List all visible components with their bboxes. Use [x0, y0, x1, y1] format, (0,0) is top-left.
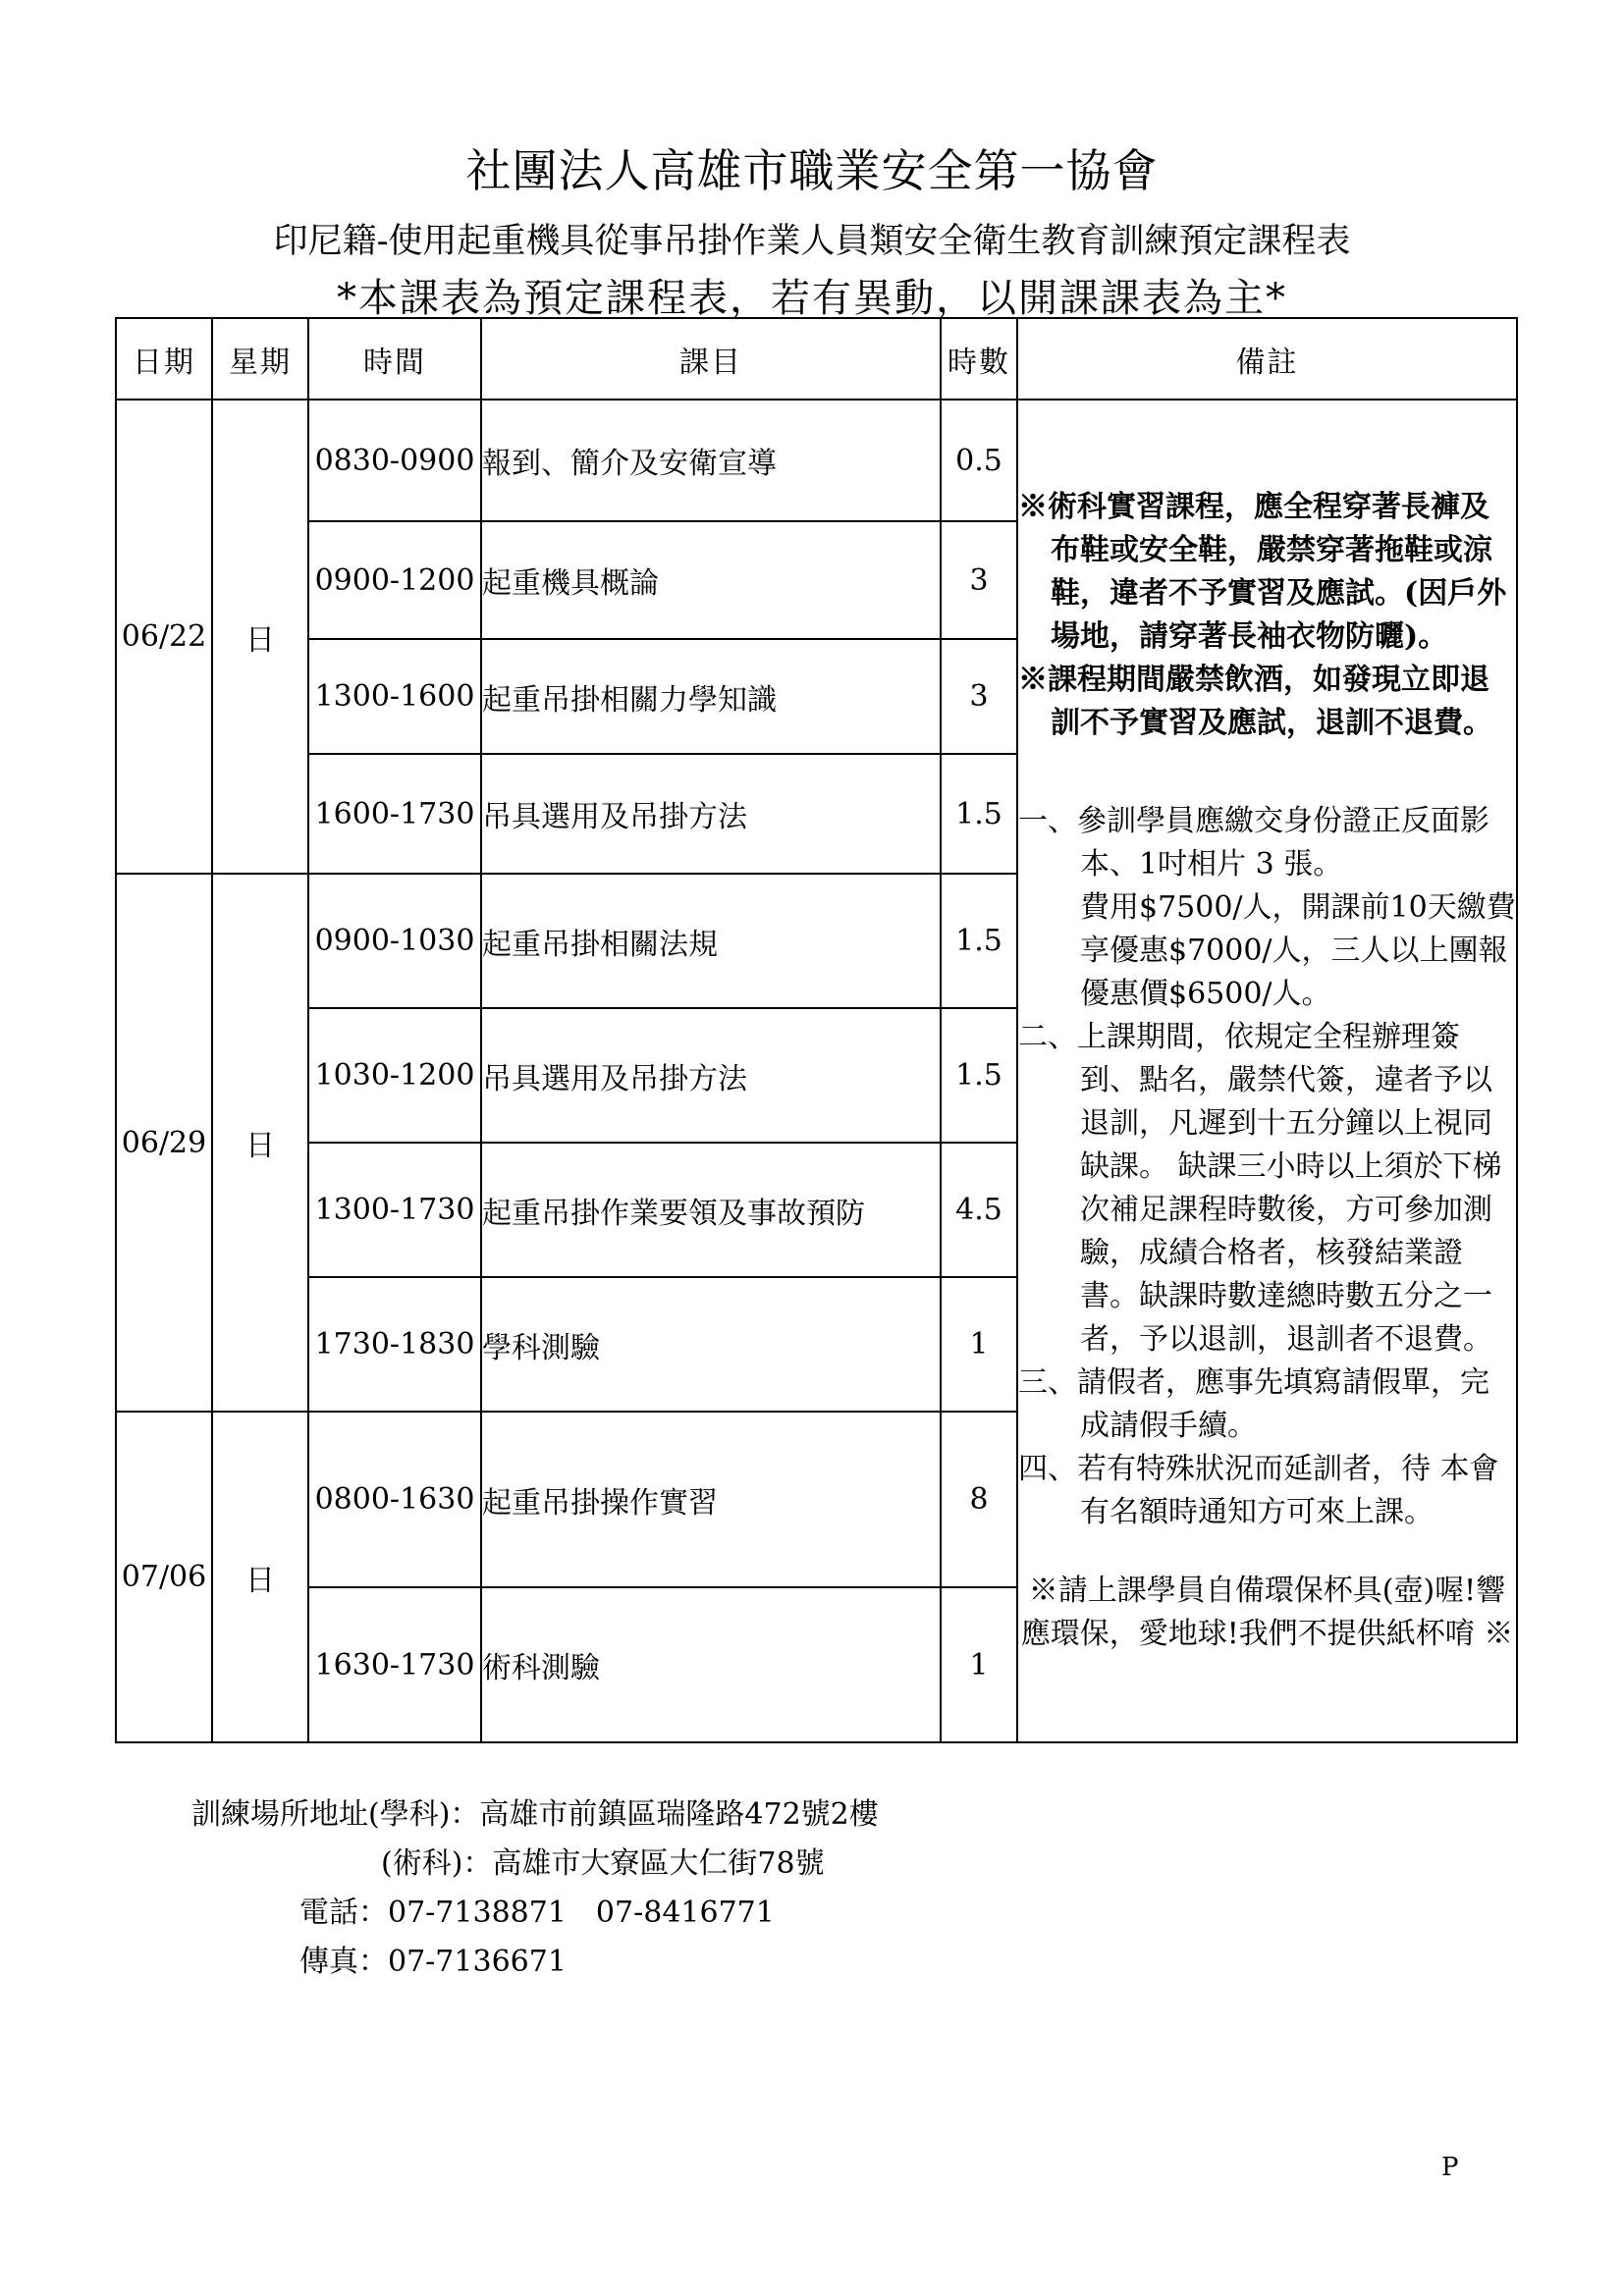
remark-item-2: 二、上課期間，依規定全程辦理簽到、點名，嚴禁代簽，違者予以退訓，凡遲到十五分鐘以上視同缺課。 缺課三小時以上須於下梯次補足課程時數後，方可參加測驗，成績合格者，核發結業證書。缺課時數達總時數五分之一者，予以退訓，退訓者不退費。: [1018, 1020, 1502, 1357]
course-cell: 術科測驗: [481, 1587, 941, 1742]
time-cell: 1730-1830: [308, 1277, 481, 1412]
time-cell: 0900-1200: [308, 521, 481, 639]
fax-number: 傳真：07-7136671: [299, 1945, 567, 1979]
time-cell: 1030-1200: [308, 1008, 481, 1143]
hours-cell: 3: [941, 639, 1017, 754]
remark-item-1: 一、參訓學員應繳交身份證正反面影本、1吋相片 3 張。: [1018, 804, 1489, 881]
remark-item-4: 四、若有特殊狀況而延訓者，待 本會有名額時通知方可來上課。: [1018, 1452, 1499, 1529]
hours-cell: 1: [941, 1587, 1017, 1742]
schedule-notice: *本課表為預定課程表，若有異動，以開課課表為主*: [337, 276, 1287, 321]
header-date: 日期: [116, 318, 212, 400]
course-cell: 起重吊掛操作實習: [481, 1412, 941, 1587]
remark-alcohol: ※課程期間嚴禁飲酒，如發現立即退訓不予實習及應試，退訓不退費。: [1018, 663, 1492, 740]
weekday-cell: 日: [212, 874, 308, 1412]
remarks-cell: [1017, 400, 1517, 1742]
hours-cell: 4.5: [941, 1143, 1017, 1277]
date-cell: 06/29: [116, 874, 212, 1412]
remark-attire: ※術科實習課程，應全程穿著長褲及布鞋或安全鞋，嚴禁穿著拖鞋或涼鞋，違者不予實習及應試。(因戶外場地，請穿著長袖衣物防曬)。: [1018, 490, 1507, 654]
phone-numbers: 電話：07-7138871 07-8416771: [299, 1896, 775, 1930]
header-time: 時間: [308, 318, 481, 400]
course-cell: 起重吊掛作業要領及事故預防: [481, 1143, 941, 1277]
time-cell: 1300-1730: [308, 1143, 481, 1277]
course-title: 印尼籍-使用起重機具從事吊掛作業人員類安全衛生教育訓練預定課程表: [273, 222, 1351, 261]
time-cell: 1600-1730: [308, 754, 481, 874]
course-cell: 起重吊掛相關力學知識: [481, 639, 941, 754]
schedule-table: [115, 317, 1518, 1743]
address-lecture: 訓練場所地址(學科)：高雄市前鎮區瑞隆路472號2樓: [191, 1797, 879, 1832]
address-practical: (術科)：高雄市大寮區大仁街78號: [381, 1846, 825, 1881]
header-hours: 時數: [941, 318, 1017, 400]
course-cell: 起重機具概論: [481, 521, 941, 639]
hours-cell: 8: [941, 1412, 1017, 1587]
hours-cell: 1.5: [941, 1008, 1017, 1143]
remark-item-3: 三、請假者，應事先填寫請假單，完成請假手續。: [1018, 1365, 1489, 1443]
hours-cell: 1: [941, 1277, 1017, 1412]
time-cell: 1630-1730: [308, 1587, 481, 1742]
header-course: 課目: [481, 318, 941, 400]
course-cell: 起重吊掛相關法規: [481, 874, 941, 1008]
weekday-cell: 日: [212, 1412, 308, 1742]
date-cell: 06/22: [116, 400, 212, 874]
course-cell: 吊具選用及吊掛方法: [481, 754, 941, 874]
course-cell: 學科測驗: [481, 1277, 941, 1412]
header-weekday: 星期: [212, 318, 308, 400]
hours-cell: 0.5: [941, 400, 1017, 521]
time-cell: 0830-0900: [308, 400, 481, 521]
time-cell: 0800-1630: [308, 1412, 481, 1587]
hours-cell: 1.5: [941, 754, 1017, 874]
weekday-cell: 日: [212, 400, 308, 874]
hours-cell: 1.5: [941, 874, 1017, 1008]
course-cell: 報到、簡介及安衛宣導: [481, 400, 941, 521]
time-cell: 1300-1600: [308, 639, 481, 754]
page-mark: P: [1441, 2153, 1459, 2182]
remark-fee: 費用$7500/人，開課前10天繳費享優惠$7000/人，三人以上團報優惠價$6500/人。: [1080, 890, 1516, 1011]
time-cell: 0900-1030: [308, 874, 481, 1008]
org-title: 社團法人高雄市職業安全第一協會: [465, 144, 1159, 197]
table-header-row: [116, 318, 1517, 400]
course-cell: 吊具選用及吊掛方法: [481, 1008, 941, 1143]
remark-eco: ※請上課學員自備環保杯具(壺)喔!響應環保，愛地球!我們不提供紙杯唷 ※: [1020, 1574, 1514, 1651]
date-cell: 07/06: [116, 1412, 212, 1742]
header-remarks: 備註: [1017, 318, 1517, 400]
hours-cell: 3: [941, 521, 1017, 639]
table-row: [116, 400, 1517, 521]
